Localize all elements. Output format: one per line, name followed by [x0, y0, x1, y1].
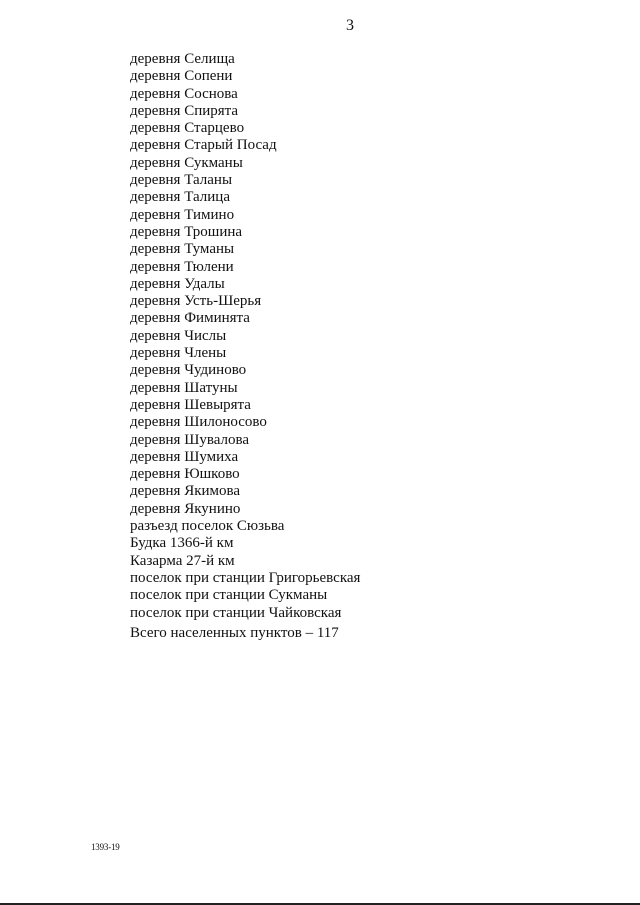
settlement-item: деревня Шумиха [130, 448, 239, 465]
settlement-list [130, 51, 360, 622]
settlement-item: деревня Спирята [130, 102, 239, 119]
settlement-item: деревня Усть-Шерья [130, 293, 262, 310]
settlement-item: поселок при станции Сукманы [130, 587, 328, 604]
settlement-item: деревня Старый Посад [130, 137, 277, 154]
settlement-item: деревня Шевырята [130, 396, 251, 413]
settlement-item: поселок при станции Чайковская [130, 604, 342, 621]
settlements-total: Всего населенных пунктов – 117 [130, 625, 339, 641]
settlement-item: разъезд поселок Сюзьва [130, 518, 285, 535]
settlement-item: деревня Туманы [130, 241, 235, 258]
settlement-item: деревня Якунино [130, 500, 241, 517]
settlement-item: деревня Таланы [130, 172, 233, 189]
settlement-item: поселок при станции Григорьевская [130, 569, 361, 586]
settlement-item: деревня Шатуны [130, 379, 238, 396]
settlement-item: деревня Числы [130, 327, 227, 344]
settlement-item: деревня Юшково [130, 466, 240, 483]
settlement-item: деревня Шилоносово [130, 414, 267, 431]
settlement-item: деревня Тимино [130, 206, 235, 223]
settlement-item: деревня Тюлени [130, 258, 234, 275]
settlement-item: деревня Чудиново [130, 362, 247, 379]
settlement-item: деревня Фиминята [130, 310, 250, 327]
settlement-item: деревня Трошина [130, 223, 243, 240]
settlement-item: деревня Соснова [130, 85, 238, 102]
settlement-item: деревня Удалы [130, 275, 225, 292]
settlement-item: деревня Шувалова [130, 431, 250, 448]
settlement-item: Будка 1366-й км [130, 535, 234, 552]
document-code: 1393-19 [91, 842, 120, 852]
settlement-item: деревня Члены [130, 345, 227, 362]
settlement-item: деревня Сопени [130, 68, 233, 85]
settlement-item: Казарма 27-й км [130, 552, 235, 569]
page-number: 3 [346, 17, 354, 34]
settlement-item: деревня Якимова [130, 483, 241, 500]
settlement-item: деревня Талица [130, 189, 230, 206]
settlement-item: деревня Селища [130, 51, 235, 67]
settlement-item: деревня Старцево [130, 120, 245, 137]
settlement-item: деревня Сукманы [130, 154, 243, 171]
